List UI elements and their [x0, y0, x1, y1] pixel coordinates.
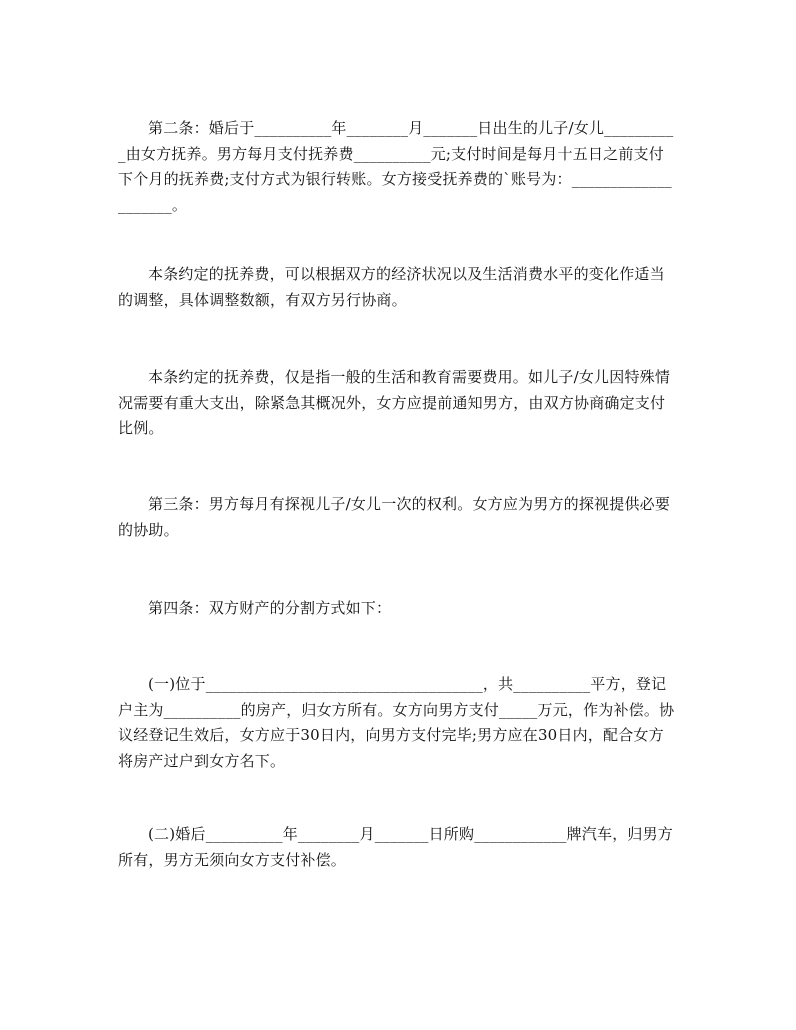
paragraph-article-four: 第四条：双方财产的分割方式如下： [148, 599, 392, 617]
paragraph-support-scope: 本条约定的抚养费，仅是指一般的生活和教育需要费用。如儿子/女儿因特殊情况需要有重大支出，除紧急其概况外，女方应提前通知男方，由双方协商确定支付比例。 [118, 368, 671, 437]
paragraph-article-three: 第三条：男方每月有探视儿子/女儿一次的权利。女方应为男方的探视提供必要的协助。 [118, 495, 671, 539]
paragraph-item-one-house: (一)位于____________________________________，共__________平方，登记户主为__________的房产，归女方所有。女方向男方支付_____万元，作为补偿。协议经登记生效后，女方应于30日内，向男方支付完毕;男方应在30日内，配合女方将房产过户到女方名下。 [118, 675, 675, 770]
paragraph-article-two: 第二条：婚后于__________年________月_______日出生的儿子/女儿__________由女方抚养。男方每月支付抚养费__________元;支付时间是每月十五日之前支付下个月的抚养费;支付方式为银行转账。女方接受抚养费的`账号为：____________________。 [118, 119, 674, 214]
paragraph-support-adjustment: 本条约定的抚养费，可以根据双方的经济状况以及生活消费水平的变化作适当的调整，具体调整数额，有双方另行协商。 [118, 265, 665, 309]
paragraph-item-two-car: (二)婚后__________年________月_______日所购____________牌汽车，归男方所有，男方无须向女方支付补偿。 [118, 825, 674, 869]
